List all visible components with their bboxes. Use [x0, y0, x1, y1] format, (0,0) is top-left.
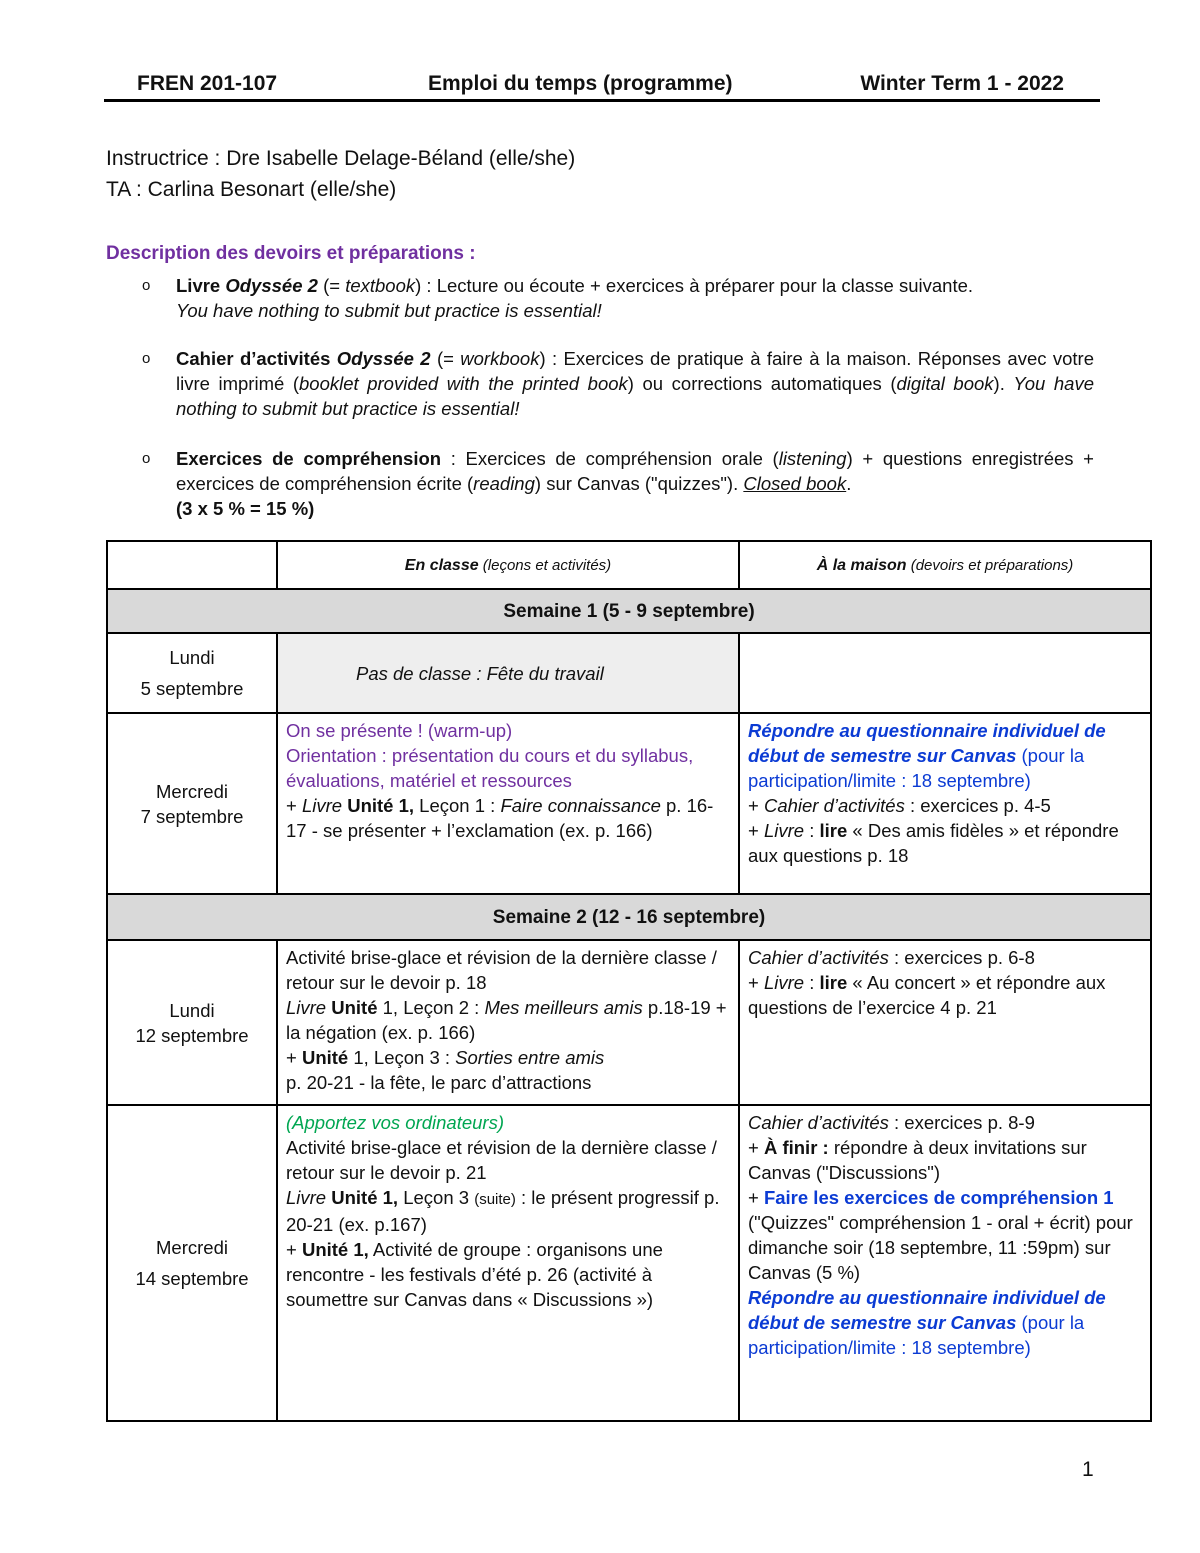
text: Livre	[301, 795, 343, 816]
item-note: You have nothing to submit but practice is essential!	[176, 373, 1095, 419]
term-label: Winter Term 1 - 2022	[860, 72, 1064, 95]
week-label: Semaine 2 (12 - 16 septembre)	[107, 894, 1151, 940]
text: +	[748, 795, 764, 816]
text: (=	[430, 348, 461, 369]
description-heading: Description des devoirs et préparations :	[106, 243, 476, 264]
text: Exercices de pratique à faire à la maison. Réponses avec votre livre imprimé (	[176, 348, 1094, 394]
header-sublabel: (devoirs et préparations)	[910, 556, 1074, 574]
course-code: FREN 201-107	[137, 72, 278, 95]
text: +	[748, 820, 764, 841]
week-row	[107, 589, 1151, 633]
header-label: En classe	[404, 556, 479, 574]
empty-header-cell	[107, 541, 277, 589]
text: : exercices p. 4-5	[904, 795, 1051, 816]
weight-formula: (3 x 5 % = 15 %)	[176, 498, 315, 519]
text: Lecture ou écoute + exercices à préparer pour la classe suivante.	[436, 275, 974, 296]
text: Livre	[763, 820, 805, 841]
text: : Exercices de compréhension orale (	[441, 448, 779, 469]
text: 1, Leçon 2 :	[377, 997, 485, 1018]
day-name: Mercredi	[156, 1237, 228, 1258]
home-cell	[739, 633, 1151, 713]
closed-book-note: Closed book	[743, 473, 847, 494]
text: Sorties entre amis	[455, 1047, 605, 1068]
text: Livre	[286, 1187, 327, 1208]
table-header-row	[107, 541, 1151, 589]
table-row	[107, 633, 1151, 713]
text: : le présent progressif p. 20-21 (ex. p.167)	[286, 1187, 720, 1235]
holiday-cell: Pas de classe : Fête du travail	[277, 633, 739, 713]
text: p. 20-21 - la fête, le parc d’attractions	[286, 1072, 592, 1093]
text: ) ou corrections automatiques (	[627, 373, 897, 394]
text: (=	[317, 275, 346, 296]
table-row	[107, 1105, 1151, 1421]
staff-info	[106, 143, 575, 205]
text: +	[286, 795, 302, 816]
home-cell	[739, 940, 1151, 1105]
table-row	[107, 940, 1151, 1105]
bullet-icon: o	[142, 350, 151, 367]
text: ) :	[415, 275, 437, 296]
class-cell	[277, 1105, 739, 1421]
schedule-table	[106, 540, 1152, 1422]
text: (Apportez vos ordinateurs)	[286, 1112, 504, 1133]
text: reading	[473, 473, 535, 494]
header-at-home	[739, 541, 1151, 589]
text: Faire connaissance	[500, 795, 661, 816]
ta-line: TA : Carlina Besonart (elle/she)	[106, 178, 397, 201]
description-item-comprehension	[142, 446, 1094, 521]
item-book-title: Odyssée 2	[336, 348, 431, 369]
item-book-title: Odyssée 2	[225, 275, 318, 296]
text: Mes meilleurs amis	[484, 997, 643, 1018]
text: textbook	[345, 275, 416, 296]
document-title: Emploi du temps (programme)	[428, 72, 733, 95]
item-label: Cahier d’activités	[176, 348, 337, 369]
day-date: 12 septembre	[135, 1024, 249, 1046]
item-label: Exercices de compréhension	[176, 448, 442, 469]
text: ).	[993, 373, 1014, 394]
text: Cahier d’activités	[748, 947, 889, 968]
day-cell	[107, 713, 277, 894]
text: :	[804, 972, 820, 993]
text: listening	[778, 448, 847, 469]
text: +	[748, 972, 764, 993]
day-name: Lundi	[169, 647, 215, 668]
text: On se présente ! (warm-up)	[286, 720, 513, 741]
text: Activité de groupe : organisons une rencontre - les festivals d’été p. 26 (activité à soumettre sur Canvas dans « Discussions »)	[286, 1239, 663, 1310]
table-row	[107, 713, 1151, 894]
header-in-class	[277, 541, 739, 589]
text: ) sur Canvas ("quizzes").	[534, 473, 744, 494]
class-cell	[277, 940, 739, 1105]
text: lire	[819, 820, 848, 841]
text: Activité brise-glace et révision de la dernière classe / retour sur le devoir p. 18	[286, 947, 717, 993]
day-cell	[107, 940, 277, 1105]
text: lire	[819, 972, 848, 993]
day-date: 14 septembre	[135, 1268, 249, 1289]
header-label: À la maison	[816, 556, 907, 574]
text: 1, Leçon 3 :	[348, 1047, 456, 1068]
instructor-line: Instructrice : Dre Isabelle Delage-Béland (elle/she)	[106, 147, 576, 170]
description-item-textbook	[142, 273, 1094, 323]
home-cell	[739, 713, 1151, 894]
text: (suite)	[474, 1191, 516, 1208]
text: Répondre au questionnaire individuel de début de semestre sur Canvas	[748, 720, 1106, 766]
page-number: 1	[1082, 1458, 1094, 1481]
text: Activité brise-glace et révision de la dernière classe / retour sur le devoir p. 21	[286, 1137, 717, 1183]
text: Unité	[301, 1047, 349, 1068]
text: Unité	[326, 997, 378, 1018]
text: ) + questions enregistrées + exercices de compréhension écrite (	[176, 448, 1094, 494]
text: Livre	[286, 997, 327, 1018]
day-cell	[107, 1105, 277, 1421]
text: Leçon 3	[398, 1187, 475, 1208]
text: Faire les exercices de compréhension 1	[763, 1187, 1114, 1208]
text: : exercices p. 8-9	[888, 1112, 1035, 1133]
text: :	[804, 820, 820, 841]
day-date: 7 septembre	[140, 805, 244, 827]
page-header	[104, 70, 1100, 102]
text: Orientation : présentation du cours et du syllabus, évaluations, matériel et ressources	[286, 745, 694, 791]
item-note: You have nothing to submit but practice is essential!	[176, 300, 602, 321]
text: Unité 1,	[342, 795, 415, 816]
text: Cahier d’activités	[763, 795, 905, 816]
text: p.18-19 + la négation (ex. p. 166)	[286, 997, 727, 1043]
class-cell	[277, 713, 739, 894]
text: ("Quizzes" compréhension 1 - oral + écrit) pour dimanche soir (18 septembre, 11 :59pm) sur Canvas (5 %)	[748, 1212, 1133, 1283]
day-name: Mercredi	[156, 780, 228, 802]
day-date: 5 septembre	[140, 678, 244, 699]
home-cell	[739, 1105, 1151, 1421]
text: : exercices p. 6-8	[888, 947, 1035, 968]
text: Unité 1,	[326, 1187, 399, 1208]
text: p. 16-17 - se présenter + l’exclamation (ex. p. 166)	[286, 795, 714, 841]
description-item-workbook	[142, 346, 1095, 421]
text: (pour la participation/limite : 18 septembre)	[748, 745, 1085, 791]
text: +	[286, 1239, 302, 1260]
text: Leçon 1 :	[414, 795, 501, 816]
week-row	[107, 894, 1151, 940]
text: +	[748, 1187, 764, 1208]
item-label: Livre	[176, 275, 226, 296]
text: « Au concert » et répondre aux questions de l’exercice 4 p. 21	[748, 972, 1106, 1018]
text: Cahier d’activités	[748, 1112, 889, 1133]
text: booklet provided with the printed book	[299, 373, 628, 394]
text: Unité 1,	[301, 1239, 369, 1260]
bullet-icon: o	[142, 277, 151, 294]
text: +	[748, 1137, 764, 1158]
week-label: Semaine 1 (5 - 9 septembre)	[107, 589, 1151, 633]
text: Répondre au questionnaire individuel de début de semestre sur Canvas	[748, 1287, 1106, 1333]
text: répondre à deux invitations sur Canvas ("Discussions")	[748, 1137, 1087, 1183]
text: ) :	[539, 348, 564, 369]
text: Livre	[763, 972, 805, 993]
text: « Des amis fidèles » et répondre aux questions p. 18	[748, 820, 1119, 866]
text: digital book	[896, 373, 994, 394]
bullet-icon: o	[142, 450, 151, 467]
day-cell	[107, 633, 277, 713]
text: workbook	[460, 348, 540, 369]
header-sublabel: (leçons et activités)	[482, 556, 612, 574]
text: (pour la participation/limite : 18 septembre)	[748, 1312, 1085, 1358]
day-name: Lundi	[169, 999, 215, 1021]
text: +	[286, 1047, 302, 1068]
text: .	[846, 473, 852, 494]
text: À finir :	[763, 1137, 829, 1158]
